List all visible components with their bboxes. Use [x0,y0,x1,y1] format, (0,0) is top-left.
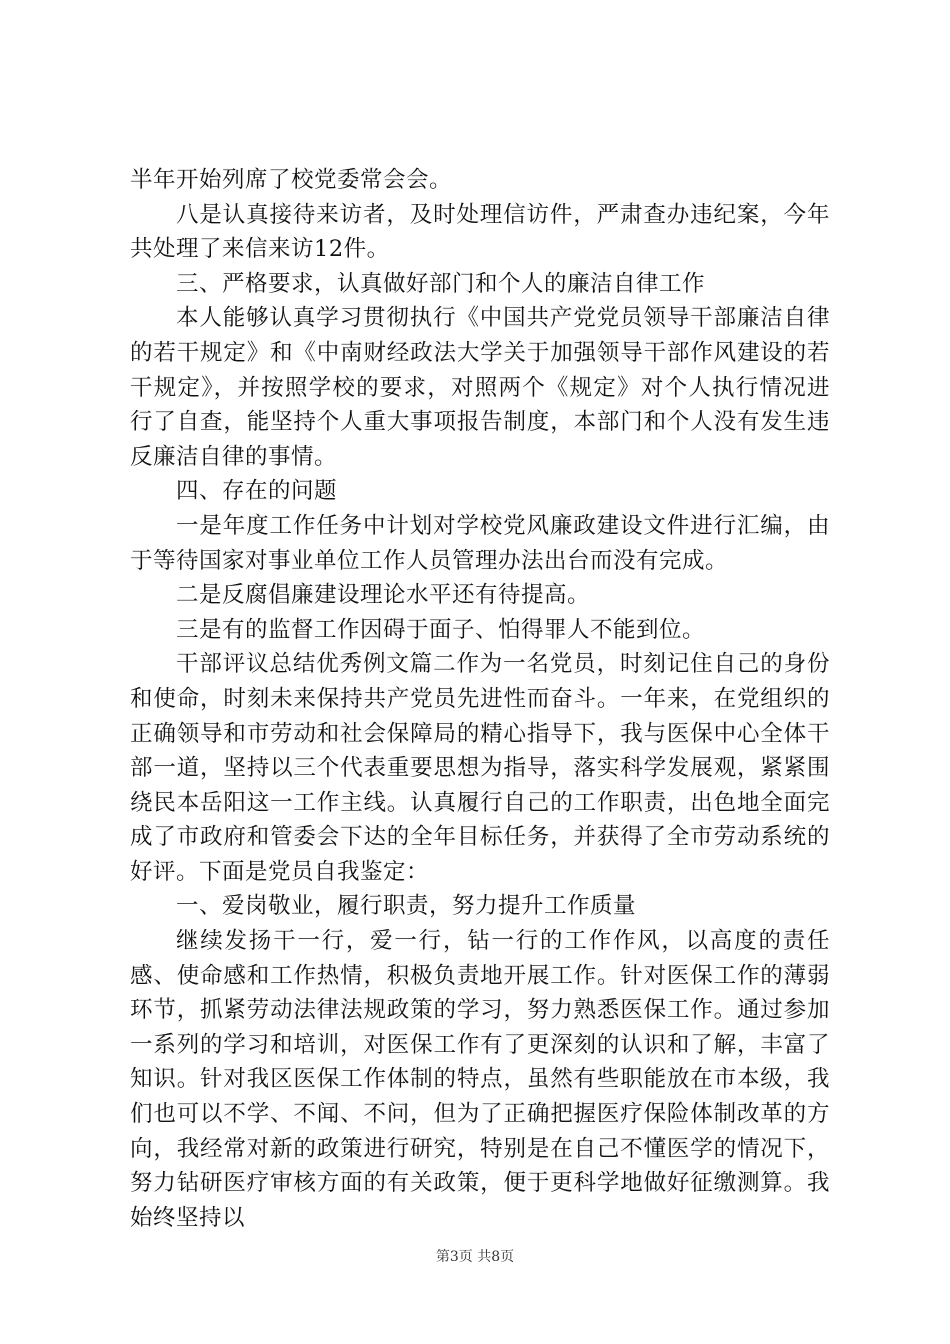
paragraph: 八是认真接待来访者，及时处理信访件，严肃查办违纪案，今年共处理了来信来访12件。 [130,201,830,263]
paragraph: 干部评议总结优秀例文篇二作为一名党员，时刻记住自己的身份和使命，时刻未来保持共产党员先进性而奋斗。一年来，在党组织的正确领导和市劳动和社会保障局的精心指导下，我与医保中心全体干部一道，坚持以三个代表重要思想为指导，落实科学发展观，紧紧围绕民本岳阳这一工作主线。认真履行自己的工作职责，出色地全面完成了市政府和管委会下达的全年目标任务，并获得了全市劳动系统的好评。下面是党员自我鉴定： [130,651,830,885]
paragraph: 本人能够认真学习贯彻执行《中国共产党党员领导干部廉洁自律的若干规定》和《中南财经政法大学关于加强领导干部作风建设的若干规定》，并按照学校的要求，对照两个《规定》对个人执行情况进行了自查，能坚持个人重大事项报告制度，本部门和个人没有发生违反廉洁自律的事情。 [130,305,830,470]
paragraph: 半年开始列席了校党委常会会。 [130,167,453,193]
section-heading: 三、严格要求，认真做好部门和个人的廉洁自律工作 [176,270,706,297]
paragraph: 三是有的监督工作因碍于面子、怕得罪人不能到位。 [176,616,706,643]
paragraph: 一是年度工作任务中计划对学校党风廉政建设文件进行汇编，由于等待国家对事业单位工作人员管理办法出台而没有完成。 [130,512,830,574]
page-number-label: 第3页 共8页 [435,1249,515,1265]
paragraph: 二是反腐倡廉建设理论水平还有待提高。 [176,582,591,609]
section-heading: 一、爱岗敬业，履行职责，努力提升工作质量 [176,893,637,920]
document-body [130,163,830,1235]
paragraph: 继续发扬干一行，爱一行，钻一行的工作作风，以高度的责任感、使命感和工作热情，积极负责地开展工作。针对医保工作的薄弱环节，抓紧劳动法律法规政策的学习，努力熟悉医保工作。通过参加一系列的学习和培训，对医保工作有了更深刻的认识和了解，丰富了知识。针对我区医保工作体制的特点，虽然有些职能放在市本级，我们也可以不学、不闻、不问，但为了正确把握医疗保险体制改革的方向，我经常对新的政策进行研究，特别是在自己不懂医学的情况下，努力钻研医疗审核方面的有关政策，便于更科学地做好征缴测算。我始终坚持以 [130,928,830,1231]
section-heading: 四、存在的问题 [176,478,338,505]
page-footer [0,1246,950,1266]
